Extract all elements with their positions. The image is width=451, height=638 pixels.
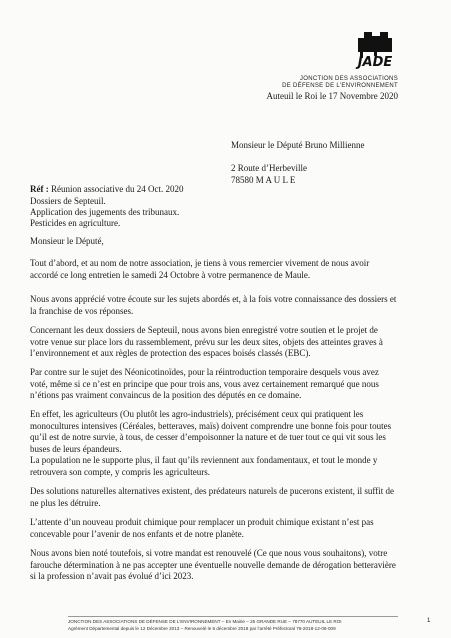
salutation: Monsieur le Député, xyxy=(30,236,104,246)
paragraph-line: accordé ce long entretien le samedi 24 Octobre à votre permanence de Maule. xyxy=(30,269,311,280)
paragraph xyxy=(30,294,432,317)
paragraph-line: Nous avons bien noté toutefois, si votre mandat est renouvelé (Ce que nous vous souhaitons), votre xyxy=(30,548,388,558)
paragraph-line: ne plus les détruire. xyxy=(30,497,101,508)
paragraph-line: farouche détermination à ne pas accepter une éventuelle nouvelle demande de dérogation betteravière xyxy=(30,559,396,570)
paragraph-line: En effet, les agriculteurs (Ou plutôt les agro-industriels), précisément ceux qui pratiquent les xyxy=(30,409,364,419)
footer-agreement: Agrément Départemental depuis le 12 Décembre 2013 – Renouvelé le 6 décembre 2018 par l’arrêté Préfectoral 78-2018-12-06-009 xyxy=(68,626,336,631)
paragraph xyxy=(30,548,432,583)
letter-date: Auteuil le Roi le 17 Novembre 2020 xyxy=(266,91,398,101)
paragraph xyxy=(30,258,432,281)
paragraph xyxy=(30,517,432,540)
paragraph-line: n’étions pas vraiment convaincus de la position des députés en ce domaine. xyxy=(30,390,302,400)
paragraph-line: voté, même si ce n’est en principe que pour trois ans, vous avez certainement remarqué que nous xyxy=(30,378,379,389)
paragraph-line: si la profession n’avait pas évolué d’ici 2023. xyxy=(30,571,194,581)
paragraph-line: Concernant les deux dossiers de Septeuil, nous avons bien enregistré votre soutien et le projet de xyxy=(30,325,378,335)
paragraph-line: L’attente d’un nouveau produit chimique pour remplacer un produit chimique existant n’est pas xyxy=(30,517,374,527)
paragraph xyxy=(30,367,432,402)
reference-line xyxy=(30,184,183,194)
footer-divider xyxy=(68,616,398,617)
paragraph-line: monocultures intensives (Céréales, betteraves, maïs) doivent comprendre une bonne fois pour toutes xyxy=(30,420,392,431)
paragraph-line: buses de leurs épandeurs. xyxy=(30,443,122,454)
paragraph-line: votre venue sur place lors du rassemblement, prévu sur les deux sites, objets des atteintes graves à xyxy=(30,336,383,347)
paragraph-line: Par contre sur le sujet des Néonicotinoïdes, pour la réintroduction temporaire desquels vous avez xyxy=(30,367,379,377)
jade-logo xyxy=(350,30,400,74)
page-number: 1 xyxy=(427,618,431,624)
paragraph-line: Des solutions naturelles alternatives existent, des prédateurs naturels de pucerons existent, il suffit de xyxy=(30,486,394,496)
paragraph-line: concevable pour l’avenir de nos enfants et de notre planète. xyxy=(30,528,244,539)
reference-label: Réf : xyxy=(30,184,49,194)
paragraph-line: l’environnement et aux règles de protection des espaces boisés classés (EBC). xyxy=(30,348,311,358)
footer-address: JONCTION DES ASSOCIATIONS DE DÉFENSE DE L’ENVIRONNEMENT – En Mairie – 25 GRANDE RUE – 78770 AUTEUIL LE ROI xyxy=(68,619,342,624)
recipient-name: Monsieur le Député Bruno Millienne xyxy=(231,140,365,150)
paragraph xyxy=(30,486,432,509)
recipient-address-line1: 2 Route d’Herbeville xyxy=(231,163,307,173)
reference-text: Réunion associative du 24 Oct. 2020 xyxy=(51,184,184,194)
org-name-line1: JONCTION DES ASSOCIATIONS xyxy=(299,76,398,82)
paragraph-line: Tout d’abord, et au nom de notre association, je tiens à vous remercier vivement de nous avoir xyxy=(30,258,370,268)
logo-text: JADE xyxy=(357,55,393,70)
paragraph-line: la franchise de vos réponses. xyxy=(30,305,134,316)
paragraph xyxy=(30,409,432,478)
paragraph-line: qu’il est de notre survie, à tous, de cesser d’empoisonner la nature et de tuer tout ce qui vit sous les xyxy=(30,432,386,442)
reference-item: Application des jugements des tribunaux. xyxy=(30,207,180,217)
recipient-address-line2: 78580 M A U L E xyxy=(231,175,296,185)
reference-item: Pesticides en agriculture. xyxy=(30,218,121,228)
paragraph-line: Nous avons apprécié votre écoute sur les sujets abordés et, à la fois votre connaissance des dossiers et xyxy=(30,294,397,304)
org-name-line2: DE DÉFENSE DE L'ENVIRONNEMENT xyxy=(282,83,398,89)
paragraph-line: La population ne le supporte plus, il faut qu’ils reviennent aux fondamentaux, et tout le monde y xyxy=(30,455,378,465)
paragraph-line: retrouvera son compte, y compris les agriculteurs. xyxy=(30,466,210,477)
paragraph xyxy=(30,325,432,360)
reference-item: Dossiers de Septeuil. xyxy=(30,196,106,206)
